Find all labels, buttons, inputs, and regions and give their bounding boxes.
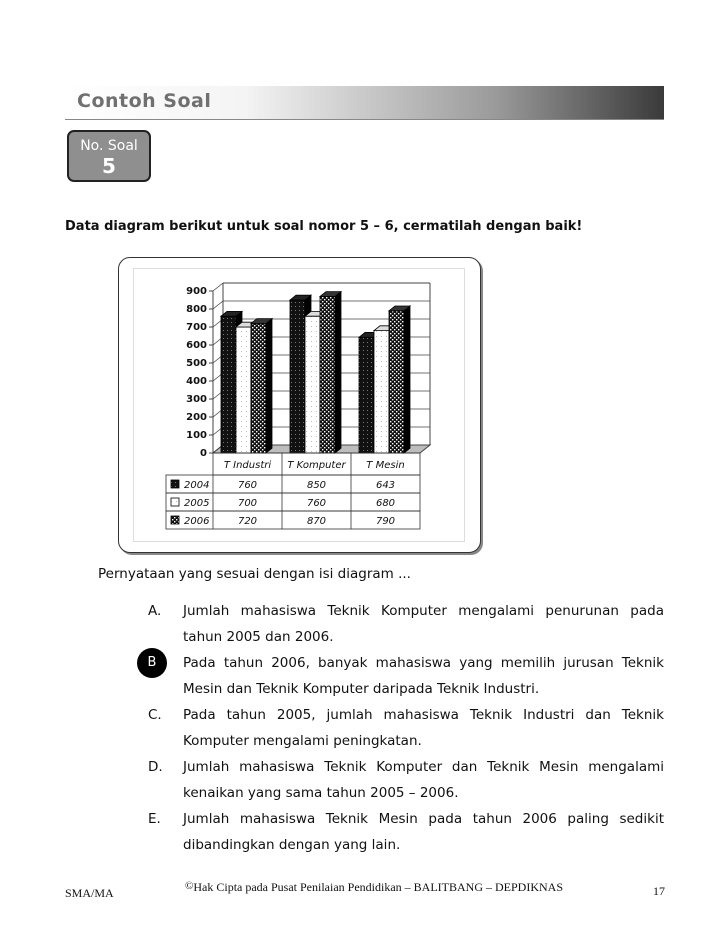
bar-side-2006-0 (266, 319, 272, 453)
intro-text: Data diagram berikut untuk soal nomor 5 – 6, cermatilah dengan baik! (65, 219, 583, 234)
option-text-line: kenaikan yang sama tahun 2005 – 2006. (183, 785, 459, 801)
option-text-line: Jumlah mahasiswa Teknik Komputer dan Teknik Mesin mengalami (183, 759, 664, 775)
answer-badge: B (137, 648, 167, 678)
bar-2004-2 (359, 337, 374, 453)
bar-2006-2 (389, 311, 404, 453)
option-text-line: Komputer mengalami peningkatan. (183, 733, 422, 749)
legend-swatch-2005 (171, 498, 179, 506)
y-tick-label: 900 (186, 286, 207, 297)
gridline-diagonal (213, 301, 223, 309)
y-tick-label: 100 (186, 430, 207, 441)
bar-2006-1 (320, 296, 335, 453)
bar-2004-1 (290, 300, 305, 453)
option-text-line: dibandingkan dengan yang lain. (183, 837, 401, 853)
bar-side-2006-2 (404, 306, 410, 453)
legend-entry: 2004 (184, 480, 210, 491)
option-letter: D. (148, 759, 163, 775)
bar-2005-0 (236, 327, 251, 453)
y-tick-label: 400 (186, 376, 207, 387)
question-number-box (67, 130, 151, 182)
bar-2005-1 (305, 316, 320, 453)
legend-swatch-2006 (171, 516, 179, 524)
legend-entry: 2006 (184, 516, 210, 527)
section-banner (65, 86, 664, 120)
footer-copyright (185, 880, 563, 895)
legend-entry: 2005 (184, 498, 210, 509)
data-label: 790 (375, 516, 396, 527)
data-label: 643 (375, 480, 396, 491)
copyright-symbol: © (185, 880, 194, 892)
data-label: 850 (306, 480, 327, 491)
footer-copyright-text: Hak Cipta pada Pusat Penilaian Pendidikan – BALITBANG – DEPDIKNAS (193, 880, 563, 894)
option-a[interactable] (148, 598, 664, 650)
y-tick-label: 200 (186, 412, 207, 423)
bar-side-2006-1 (335, 292, 341, 453)
bar-chart (134, 269, 464, 541)
bar-2004-0 (221, 316, 236, 453)
y-tick-label: 300 (186, 394, 207, 405)
footer-level: SMA/MA (65, 886, 114, 900)
data-label: 680 (375, 498, 396, 509)
y-tick-label: 700 (186, 322, 207, 333)
option-text-line: Jumlah mahasiswa Teknik Komputer mengalami penurunan pada (183, 603, 664, 619)
data-label: 760 (237, 480, 258, 491)
option-text-line: Pada tahun 2005, jumlah mahasiswa Teknik Industri dan Teknik (183, 707, 664, 723)
y-tick-label: 0 (200, 448, 207, 459)
option-text-line: Pada tahun 2006, banyak mahasiswa yang memilih jurusan Teknik (183, 655, 664, 671)
option-text-line: tahun 2005 dan 2006. (183, 629, 334, 645)
data-label: 700 (237, 498, 258, 509)
page-number: 17 (653, 884, 665, 898)
option-letter: C. (148, 707, 162, 723)
section-title: Contoh Soal (77, 90, 212, 112)
gridline-diagonal (213, 283, 223, 291)
x-category-label: T Komputer (287, 460, 346, 471)
y-tick-label: 600 (186, 340, 207, 351)
y-tick-label: 800 (186, 304, 207, 315)
bar-2005-2 (374, 331, 389, 453)
y-tick-label: 500 (186, 358, 207, 369)
option-c[interactable] (148, 702, 664, 754)
option-text-line: Mesin dan Teknik Komputer daripada Teknik Industri. (183, 681, 540, 697)
chart-frame (118, 257, 481, 553)
option-b[interactable] (148, 650, 664, 702)
data-label: 760 (306, 498, 327, 509)
option-text-line: Jumlah mahasiswa Teknik Mesin pada tahun 2006 paling sedikit (183, 811, 664, 827)
question-number-value: 5 (102, 154, 116, 178)
question-text: Pernyataan yang sesuai dengan isi diagram ... (98, 566, 411, 582)
data-label: 870 (306, 516, 327, 527)
data-label: 720 (237, 516, 258, 527)
option-letter: E. (148, 811, 161, 827)
chart-area (133, 268, 465, 542)
x-category-label: T Industri (223, 460, 272, 471)
legend-swatch-2004 (171, 480, 179, 488)
option-e[interactable] (148, 806, 664, 858)
option-letter: A. (148, 603, 162, 619)
x-category-label: T Mesin (366, 460, 405, 471)
bar-2006-0 (251, 323, 266, 453)
question-number-label: No. Soal (80, 138, 138, 154)
option-d[interactable] (148, 754, 664, 806)
